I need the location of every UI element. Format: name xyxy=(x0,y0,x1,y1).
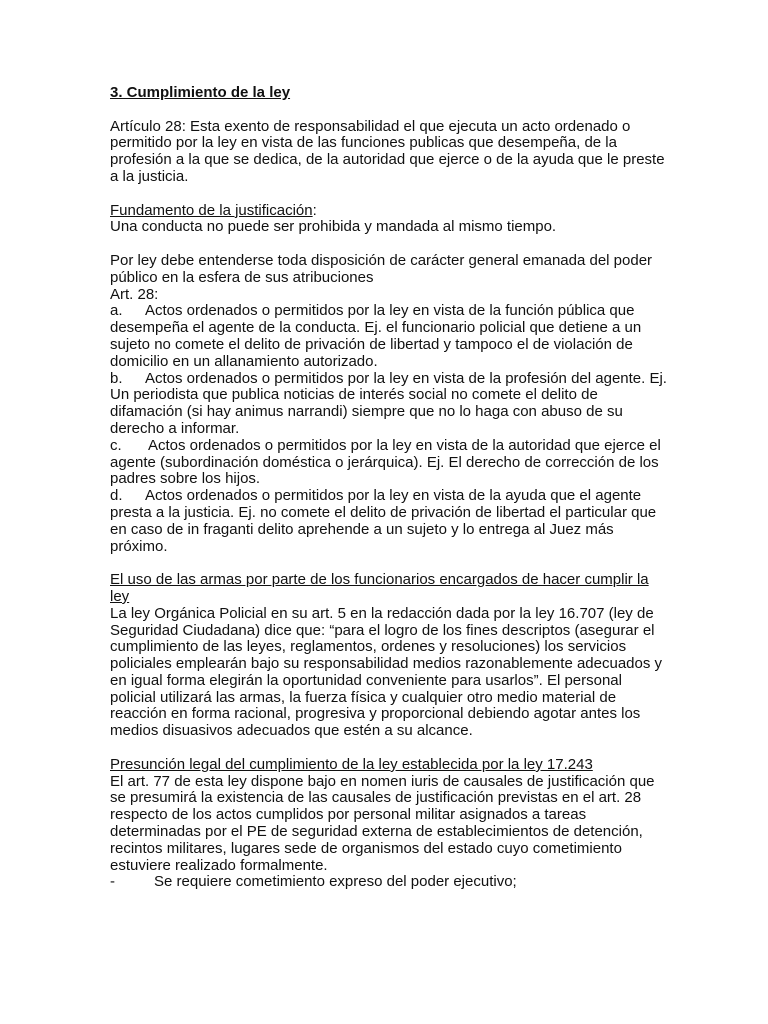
fundamento-heading: Fundamento de la justificación xyxy=(110,201,313,219)
document-page xyxy=(110,85,670,891)
list-item-label: d. xyxy=(110,487,123,505)
list-item-label: c. xyxy=(110,436,122,454)
list-item-b xyxy=(110,371,670,438)
spacer xyxy=(110,555,670,572)
list-item-label: b. xyxy=(110,369,123,387)
presuncion-heading: Presunción legal del cumplimiento de la ley establecida por la ley 17.243 xyxy=(110,755,593,773)
article-28-paragraph: Artículo 28: Esta exento de responsabilidad el que ejecuta un acto ordenado o permitido por la ley en vista de las funciones publicas que desempeña, de la profesión a la que se dedica, de la autoridad que ejerce o de la ayuda que le preste a la justicia. xyxy=(110,117,665,185)
list-item-a xyxy=(110,303,670,370)
art-28-label: Art. 28: xyxy=(110,285,159,303)
list-item-text: Actos ordenados o permitidos por la ley en vista de la profesión del agente. Ej. Un periodista que publica noticias de interés social no comete el delito de difamación (si hay animus narrandi) siempre que no lo haga con abuso de su derecho a informar. xyxy=(110,369,667,437)
spacer xyxy=(110,740,670,757)
list-item-d xyxy=(110,488,670,555)
list-item-text: Actos ordenados o permitidos por la ley en vista de la función pública que desempeña el agente de la conducta. Ej. el funcionario policial que detiene a un sujeto no comete el delito de privación de libertad y tampoco el de violación de domicilio en un allanamiento autorizado. xyxy=(110,302,642,370)
fundamento-colon: : xyxy=(312,201,317,219)
list-item-text: Actos ordenados o permitidos por la ley en vista de la autoridad que ejerce el agente (subordinación doméstica o jerárquica). Ej. El derecho de corrección de los padres sobre los hijos. xyxy=(110,436,661,488)
presuncion-paragraph: El art. 77 de esta ley dispone bajo en nomen iuris de causales de justificación que se presumirá la existencia de las causales de justificación previstas en el art. 28 respecto de los actos cumplidos por personal militar asignados a tareas determinadas por el PE de seguridad externa de establecimientos de detención, recintos militares, lugares sede de organismos del estado cuyo cometimiento estuviere realizado formalmente. xyxy=(110,772,655,874)
list-item-text: Actos ordenados o permitidos por la ley en vista de la ayuda que el agente presta a la justicia. Ej. no comete el delito de privación de libertad el particular que en caso de in fraganti delito aprehende a un sujeto y lo entrega al Juez más próximo. xyxy=(110,487,657,555)
por-ley-paragraph: Por ley debe entenderse toda disposición de carácter general emanada del poder público en la esfera de sus atribuciones xyxy=(110,251,653,286)
list-item-label: a. xyxy=(110,302,123,320)
bullet-item xyxy=(110,874,670,891)
section-title: 3. Cumplimiento de la ley xyxy=(110,84,291,101)
bullet-dash: - xyxy=(110,873,115,891)
spacer xyxy=(110,102,670,119)
armas-heading: El uso de las armas por parte de los funcionarios encargados de hacer cumplir la ley xyxy=(110,571,649,605)
fundamento-text: Una conducta no puede ser prohibida y mandada al mismo tiempo. xyxy=(110,218,557,236)
list-item-c xyxy=(110,438,670,488)
spacer xyxy=(110,236,670,253)
armas-paragraph: La ley Orgánica Policial en su art. 5 en la redacción dada por la ley 16.707 (ley de Seguridad Ciudadana) dice que: “para el logro de los fines descriptos (asegurar el cumplimiento de las leyes, reglamentos, ordenes y resoluciones) los servicios policiales emplearán bajo su responsabilidad medios razonablemente adecuados y en igual forma elegirán la oportunidad conveniente para usarlos”. El personal policial utilizará las armas, la fuerza física y cualquier otro medio material de reacción en forma racional, progresiva y proporcional debiendo agotar antes los medios disuasivos adecuados que estén a su alcance. xyxy=(110,604,663,740)
bullet-text: Se requiere cometimiento expreso del poder ejecutivo; xyxy=(154,873,517,891)
fundamento-heading-line xyxy=(110,203,670,220)
spacer xyxy=(110,186,670,203)
